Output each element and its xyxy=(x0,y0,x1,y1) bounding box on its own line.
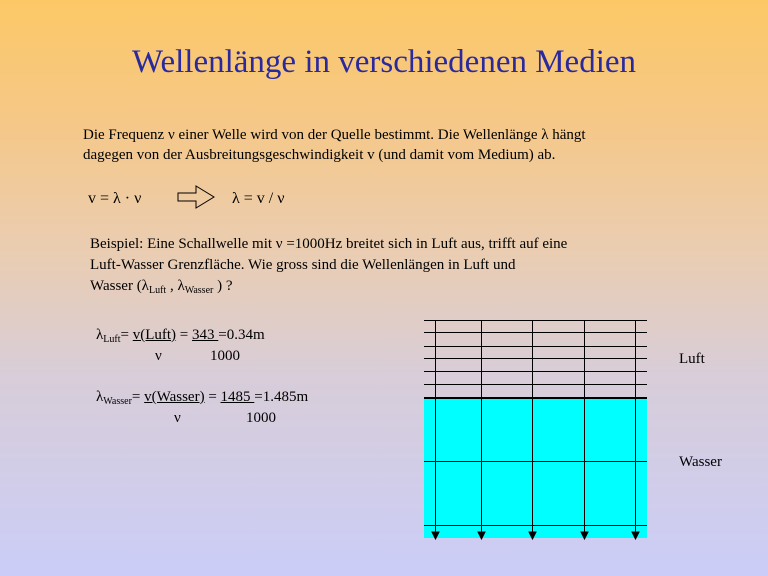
calc-luft-denominator: 1000 xyxy=(210,348,240,364)
slide-title: Wellenlänge in verschiedenen Medien xyxy=(131,44,637,80)
example-line-1: Beispiel: Eine Schallwelle mit ν =1000Hz breitet sich in Luft aus, trifft auf eine xyxy=(90,236,568,252)
formula-velocity: v = λ · ν xyxy=(88,190,142,207)
intro-line-1: Die Frequenz ν einer Welle wird von der Quelle bestimmt. Die Wellenlänge λ hängt xyxy=(83,127,586,143)
label-air: Luft xyxy=(679,351,705,367)
label-water: Wasser xyxy=(679,454,722,470)
water-region xyxy=(424,398,647,538)
wavefront-lines-air xyxy=(424,321,647,385)
calc-wasser-denominator: 1000 xyxy=(246,410,276,426)
example-line-2: Luft-Wasser Grenzfläche. Wie gross sind die Wellenlängen in Luft und xyxy=(90,257,516,273)
calc-luft: $\lambda_{Luft}=$ v(Luft) = 343 =0.34m xyxy=(96,327,265,345)
example-line-3: Wasser ($\lambda_{Luft}$ , $\lambda_{Wasser}$ ) ? xyxy=(90,278,233,296)
intro-line-2: dagegen von der Ausbreitungsgeschwindigkeit v (und damit vom Medium) ab. xyxy=(83,147,556,163)
calc-luft-nu: ν xyxy=(155,348,162,364)
calc-wasser: $\lambda_{Wasser}=$ v(Wasser) = 1485 =1.485m xyxy=(96,389,309,407)
formula-wavelength: λ = v / ν xyxy=(232,190,285,207)
calc-wasser-nu: ν xyxy=(174,410,181,426)
